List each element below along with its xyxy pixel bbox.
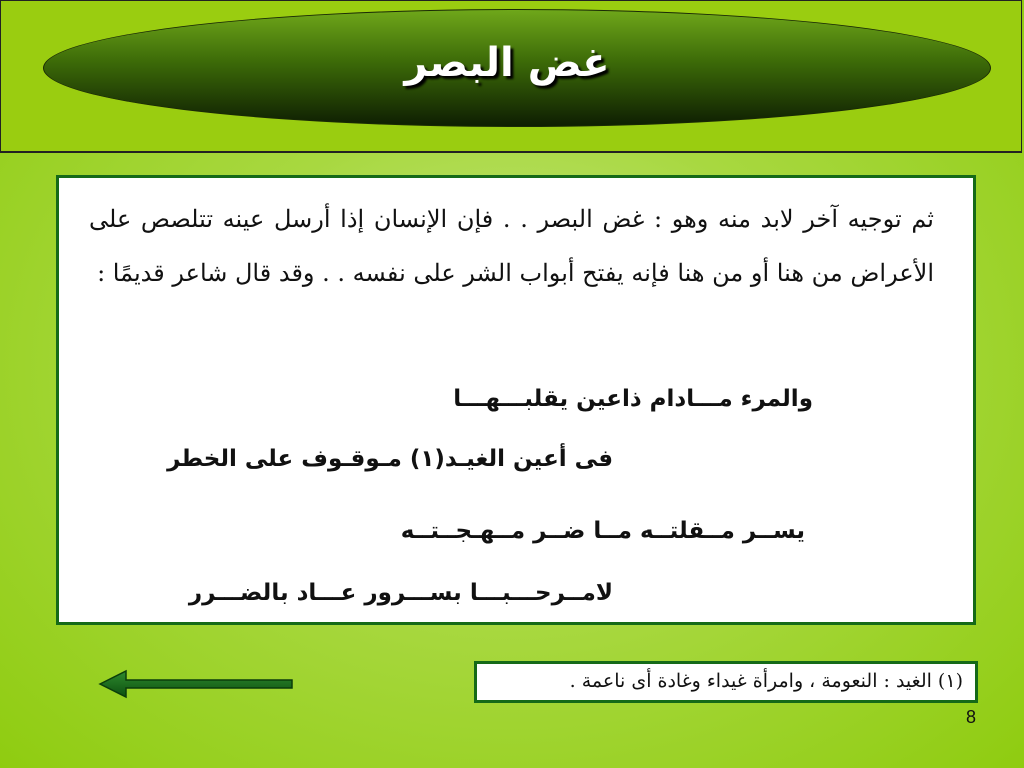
title-banner	[43, 9, 991, 127]
slide-header	[0, 0, 1022, 153]
verse-line-4: لامــرحـــبـــا بســـرور عـــاد بالضـــرر	[188, 580, 613, 606]
body-paragraph: ثم توجيه آخر لابد منه وهو : غض البصر . . فإن الإنسان إذا أرسل عينه تتلصص على الأعراض من هنا أو من هنا فإنه يفتح أبواب الشر على نفسه . . وقد قال شاعر قديمًا :	[89, 205, 934, 287]
slide-title: غض البصر	[404, 40, 610, 86]
back-arrow-icon[interactable]	[98, 668, 294, 700]
verse-line-2: فى أعين الغيـد(١) مـوقـوف على الخطر	[167, 446, 613, 472]
page-number: 8	[965, 707, 976, 727]
footnote: (١) الغيد : النعومة ، وامرأة غيداء وغادة أى ناعمة .	[474, 661, 978, 703]
content-box	[56, 175, 976, 625]
verse-line-1: والمرء مـــادام ذاعين يقلبـــهـــا	[453, 386, 813, 412]
verse-line-3: يســر مــقلتــه مــا ضــر مــهـجــتــه	[400, 518, 805, 544]
